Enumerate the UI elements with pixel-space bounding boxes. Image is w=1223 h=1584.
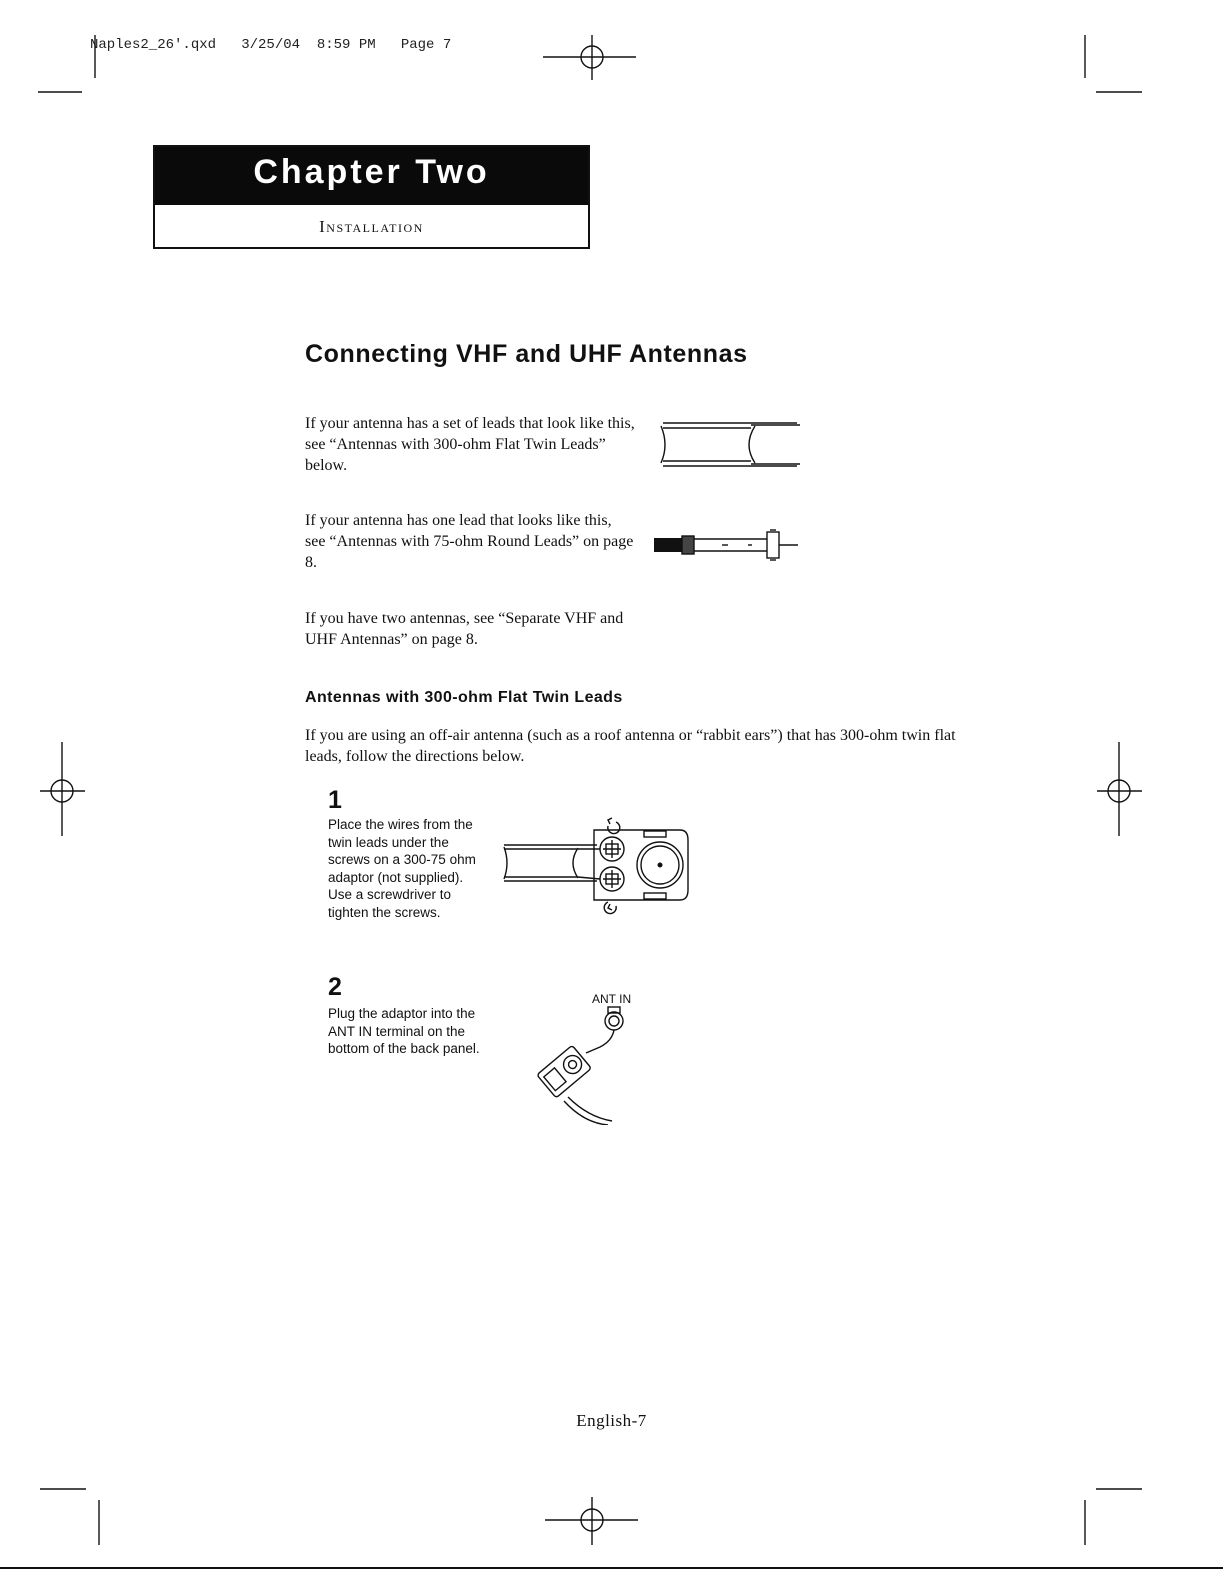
page-number: English-7 <box>576 1411 647 1430</box>
chapter-header <box>153 145 590 249</box>
ant-in-illustration <box>528 1005 648 1125</box>
print-slug: Naples2_26'.qxd 3/25/04 8:59 PM Page 7 <box>90 37 452 53</box>
ant-in-label: ANT IN <box>592 992 632 1006</box>
subsection-title: Antennas with 300-ohm Flat Twin Leads <box>305 689 623 706</box>
adaptor-illustration <box>502 812 694 920</box>
chapter-title: Chapter Two <box>253 153 490 191</box>
section-title: Connecting VHF and UHF Antennas <box>305 340 748 368</box>
step-2-number: 2 <box>328 973 342 1001</box>
step-1-number: 1 <box>328 786 342 814</box>
paragraph-two-antennas: If you have two antennas, see “Separate VHF and UHF Antennas” on page 8. <box>305 610 624 648</box>
step-2-text: Plug the adaptor into the ANT IN terminal on the bottom of the back panel. <box>328 1006 480 1056</box>
subsection-intro: If you are using an off-air antenna (such as a roof antenna or “rabbit ears”) that has 300-ohm twin flat leads, follow the directions below. <box>305 727 956 765</box>
coax-lead-illustration <box>652 528 802 562</box>
step-1-text: Place the wires from the twin leads under the screws on a 300-75 ohm adaptor (not supplied). Use a screwdriver to tighten the screws. <box>328 817 476 920</box>
paragraph-twin-leads: If your antenna has a set of leads that look like this, see “Antennas with 300-ohm Flat Twin Leads” below. <box>305 415 635 474</box>
paragraph-round-lead: If your antenna has one lead that looks like this, see “Antennas with 75-ohm Round Leads” on page 8. <box>305 512 634 571</box>
chapter-subtitle: Installation <box>319 217 424 236</box>
twin-lead-illustration <box>655 418 805 472</box>
